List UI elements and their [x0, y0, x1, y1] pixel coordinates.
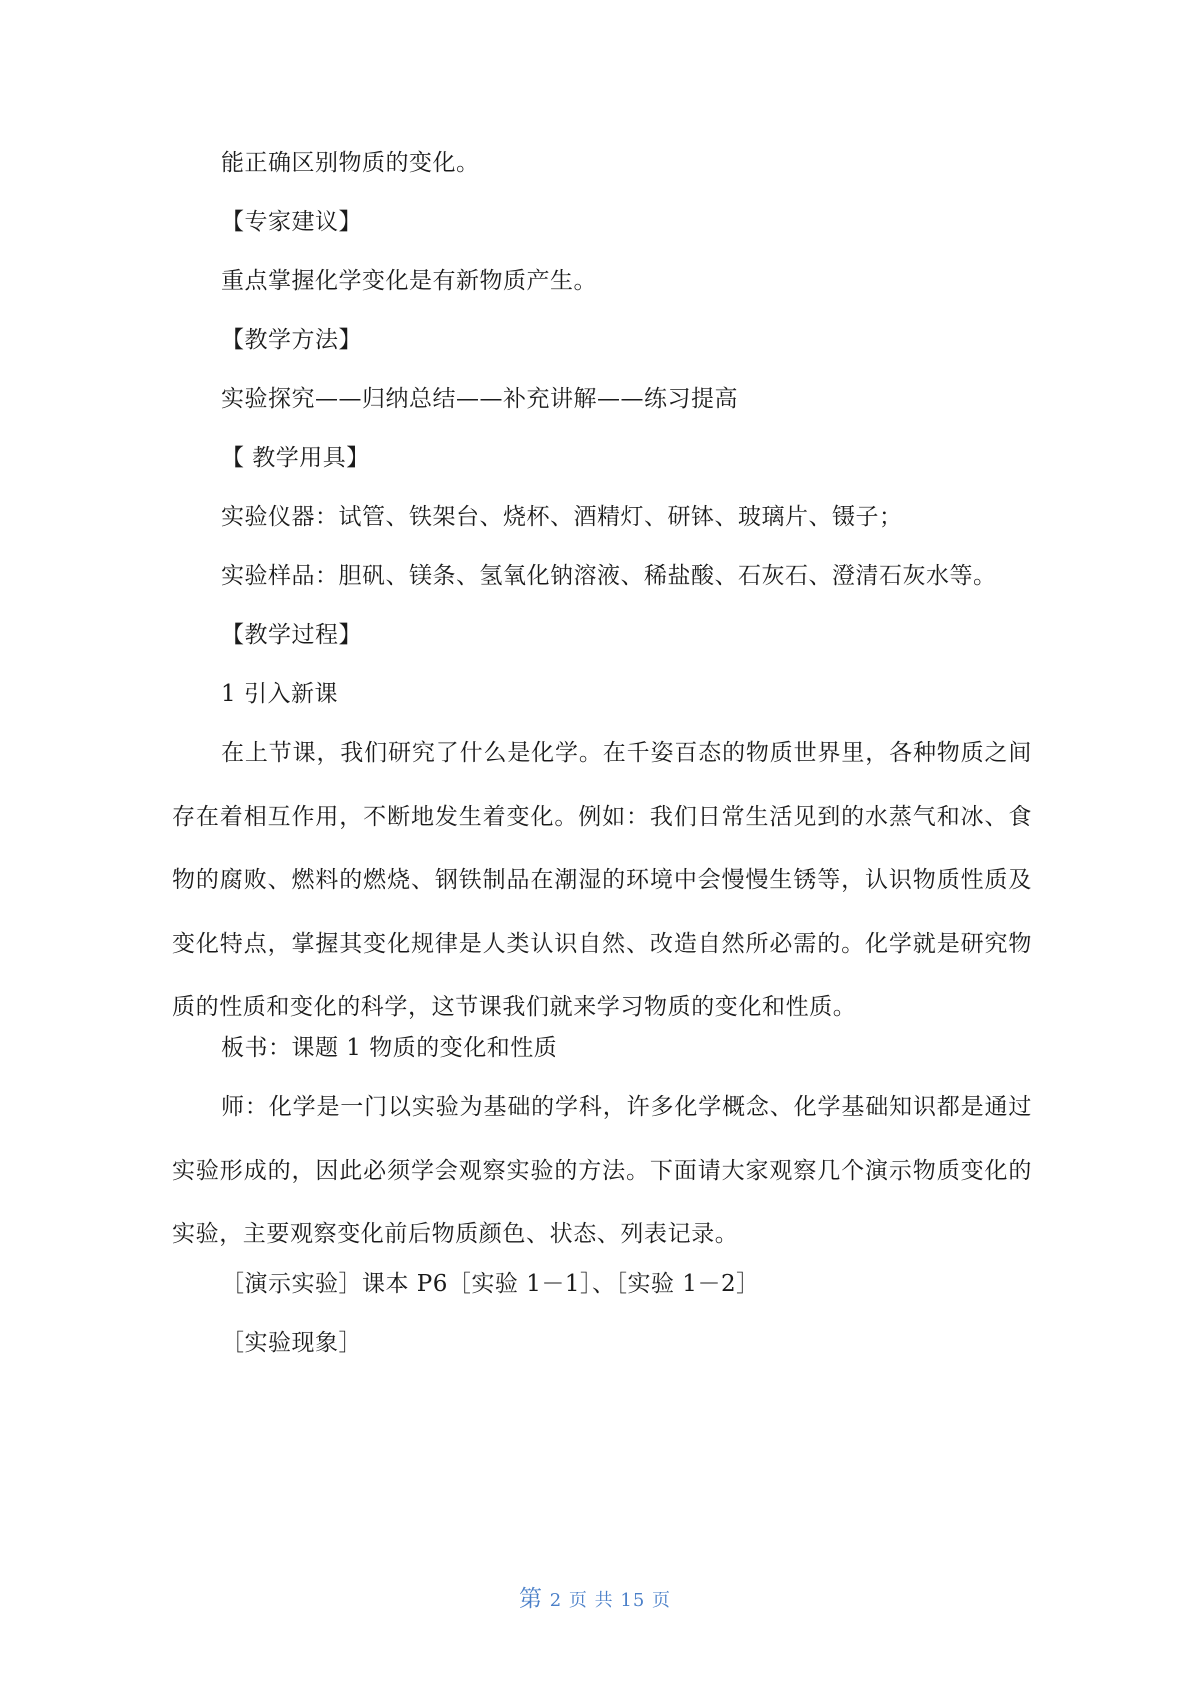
footer-prefix: 第: [518, 1586, 543, 1612]
paragraph-intro: 在上节课，我们研究了什么是化学。在千姿百态的物质世界里，各种物质之间存在着相互作用，不断地发生着变化。例如：我们日常生活见到的水蒸气和冰、食物的腐败、燃料的燃烧、钢铁制品在潮湿的环境中会慢慢生锈等，认识物质性质及变化特点，掌握其变化规律是人类认识自然、改造自然所必需的。化学就是研究物质的性质和变化的科学，这节课我们就来学习物质的变化和性质。: [172, 740, 1032, 1020]
footer-page-label: 页: [568, 1590, 588, 1611]
text-line-samples: 实验样品：胆矾、镁条、氢氧化钠溶液、稀盐酸、石灰石、澄清石灰水等。: [221, 563, 997, 589]
section-heading-expert-advice: 【专家建议】: [221, 209, 362, 235]
section-heading-teaching-method: 【教学方法】: [221, 327, 362, 353]
subsection-heading: 1 引入新课: [221, 681, 338, 707]
text-line-board: 板书：课题 1 物质的变化和性质: [221, 1035, 558, 1061]
footer-page-number: 2: [549, 1590, 563, 1611]
section-heading-teaching-process: 【教学过程】: [221, 622, 362, 648]
text-line-phenomenon: ［实验现象］: [221, 1330, 362, 1356]
text-line: 实验探究——归纳总结——补充讲解——练习提高: [221, 386, 738, 412]
footer-suffix: 页: [652, 1590, 672, 1611]
footer-total-label: 共: [594, 1590, 614, 1611]
paragraph-teacher: 师：化学是一门以实验为基础的学科，许多化学概念、化学基础知识都是通过实验形成的，因此必须学会观察实验的方法。下面请大家观察几个演示物质变化的实验，主要观察变化前后物质颜色、状态、列表记录。: [172, 1094, 1032, 1247]
text-line: 能正确区别物质的变化。: [221, 150, 480, 176]
text-line-demo: ［演示实验］课本 P6［实验 1－1］、［实验 1－2］: [221, 1271, 760, 1297]
text-line-instruments: 实验仪器：试管、铁架台、烧杯、酒精灯、研钵、玻璃片、镊子；: [221, 504, 903, 530]
footer-total-pages: 15: [620, 1590, 646, 1611]
text-line: 重点掌握化学变化是有新物质产生。: [221, 268, 597, 294]
section-heading-teaching-tools: 【 教学用具】: [221, 445, 370, 471]
page-footer: [0, 1580, 1190, 1613]
